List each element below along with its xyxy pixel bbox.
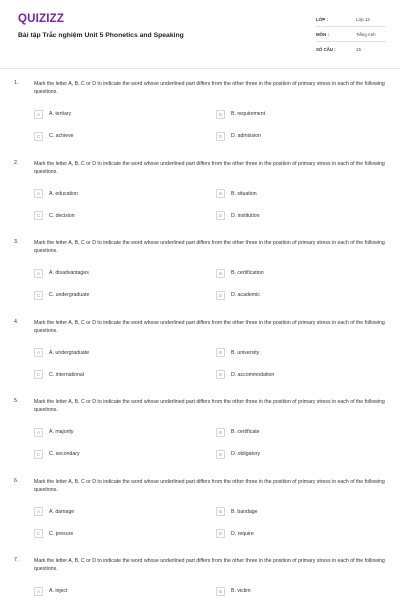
option-d[interactable] (216, 211, 260, 221)
question-7 (0, 553, 400, 600)
option-letter-box: A (34, 587, 43, 596)
question-number: 3. (14, 239, 19, 245)
option-d[interactable] (216, 449, 260, 459)
header-divider (0, 68, 400, 69)
meta-value: Tiếng Anh (356, 31, 376, 37)
option-text: C. decision (49, 212, 75, 219)
option-letter-box: D (216, 211, 225, 220)
option-text: B. university (231, 349, 260, 356)
option-c[interactable] (34, 449, 80, 459)
option-letter-box: B (216, 507, 225, 516)
question-4 (0, 315, 400, 395)
option-letter-box: A (34, 189, 43, 198)
option-text: A. damage (49, 508, 75, 515)
option-text: D. obligatory (231, 451, 261, 457)
option-b[interactable] (216, 507, 258, 517)
option-d[interactable] (216, 131, 261, 141)
worksheet-header (0, 0, 400, 64)
meta-key: MÔN : (316, 31, 329, 37)
option-text: B. victim (231, 588, 251, 594)
option-c[interactable] (34, 211, 75, 221)
question-text: Mark the letter A, B, C or D to indicate the word whose underlined part differs from the other three in the position of primary stress in each of the following questions. (34, 160, 385, 175)
option-letter-box: B (216, 269, 225, 278)
option-c[interactable] (34, 290, 89, 300)
option-letter-box: D (216, 291, 225, 300)
option-b[interactable] (216, 109, 265, 119)
option-text: B. bandage (231, 508, 258, 515)
option-letter-box: C (34, 291, 43, 300)
quizizz-logo: QUIZIZZ (18, 13, 65, 25)
option-text: D. institution (231, 212, 260, 219)
option-a[interactable] (34, 268, 89, 278)
option-text: C. presure (49, 530, 74, 537)
option-c[interactable] (34, 529, 73, 539)
question-text: Mark the letter A, B, C or D to indicate the word whose underlined part differs from the other three in the position of primary stress in each of the following questions. (34, 319, 385, 334)
option-b[interactable] (216, 586, 251, 596)
question-1 (0, 76, 400, 156)
option-b[interactable] (216, 348, 259, 358)
option-text: C. international (49, 371, 84, 378)
option-letter-box: B (216, 587, 225, 596)
option-text: C. secondary (49, 451, 80, 457)
option-text: B. requirement (231, 111, 266, 117)
option-text: C. undergraduate (49, 292, 90, 298)
option-letter-box: A (34, 348, 43, 357)
question-number: 1. (14, 80, 19, 86)
option-letter-box: D (216, 370, 225, 379)
option-letter-box: C (34, 450, 43, 459)
option-letter-box: C (34, 211, 43, 220)
option-d[interactable] (216, 529, 254, 539)
worksheet-title: Bài tập Trắc nghiệm Unit 5 Phonetics and Speaking (18, 32, 184, 39)
option-a[interactable] (34, 507, 74, 517)
question-5 (0, 394, 400, 474)
option-a[interactable] (34, 427, 74, 437)
option-a[interactable] (34, 348, 89, 358)
option-text: A. undergraduate (49, 349, 90, 356)
question-number: 4. (14, 318, 19, 325)
option-text: B. certificate (231, 429, 260, 435)
question-2 (0, 156, 400, 236)
question-text: Mark the letter A, B, C or D to indicate the word whose underlined part differs from the other three in the position of primary stress in each of the following questions. (34, 478, 385, 493)
option-a[interactable] (34, 189, 78, 199)
option-text: A. tertiary (49, 111, 72, 117)
option-text: C. achieve (49, 133, 74, 139)
option-a[interactable] (34, 109, 71, 119)
meta-key: SỐ CÂU : (316, 47, 336, 52)
option-text: B. situation (231, 190, 257, 197)
option-b[interactable] (216, 427, 260, 437)
option-letter-box: A (34, 428, 43, 437)
option-d[interactable] (216, 290, 260, 300)
question-number: 5. (14, 398, 19, 404)
question-list (0, 76, 400, 600)
meta-key: LỚP : (316, 16, 328, 22)
option-text: B. certification (231, 270, 264, 276)
question-number: 7. (14, 557, 19, 563)
question-text: Mark the letter A, B, C or D to indicate the word whose underlined part differs from the other three in the position of primary stress in each of the following questions. (34, 558, 385, 573)
meta-row-class (316, 12, 386, 27)
option-letter-box: B (216, 110, 225, 119)
option-letter-box: A (34, 110, 43, 119)
meta-table (316, 12, 386, 57)
option-letter-box: B (216, 348, 225, 357)
option-letter-box: D (216, 132, 225, 141)
option-letter-box: D (216, 450, 225, 459)
option-text: D. accommodation (231, 371, 275, 378)
option-c[interactable] (34, 370, 84, 380)
question-6 (0, 474, 400, 554)
option-b[interactable] (216, 189, 257, 199)
option-d[interactable] (216, 370, 274, 380)
option-letter-box: D (216, 529, 225, 538)
option-a[interactable] (34, 586, 67, 596)
option-text: A. education (49, 190, 78, 197)
meta-row-count (316, 42, 386, 57)
question-number: 6. (14, 477, 19, 484)
option-letter-box: C (34, 370, 43, 379)
question-text: Mark the letter A, B, C or D to indicate the word whose underlined part differs from the other three in the position of primary stress in each of the following questions. (34, 81, 385, 96)
option-letter-box: B (216, 189, 225, 198)
meta-value: 15 (356, 47, 361, 52)
meta-row-subject (316, 27, 386, 42)
option-letter-box: C (34, 132, 43, 141)
question-text: Mark the letter A, B, C or D to indicate the word whose underlined part differs from the other three in the position of primary stress in each of the following questions. (34, 399, 385, 414)
option-b[interactable] (216, 268, 264, 278)
option-letter-box: A (34, 507, 43, 516)
option-text: D. require (231, 530, 254, 537)
option-text: D. academic (231, 292, 260, 298)
option-letter-box: A (34, 269, 43, 278)
option-text: A. disadvantages (49, 270, 89, 276)
question-number: 2. (14, 159, 19, 166)
question-text: Mark the letter A, B, C or D to indicate the word whose underlined part differs from the other three in the position of primary stress in each of the following questions. (34, 240, 385, 255)
option-text: A. majority (49, 429, 74, 435)
option-text: D. admission (231, 133, 261, 139)
question-3 (0, 235, 400, 315)
option-text: A. inject (49, 588, 68, 594)
option-c[interactable] (34, 131, 74, 141)
meta-value: Lớp 12 (356, 16, 370, 22)
option-letter-box: C (34, 529, 43, 538)
option-letter-box: B (216, 428, 225, 437)
